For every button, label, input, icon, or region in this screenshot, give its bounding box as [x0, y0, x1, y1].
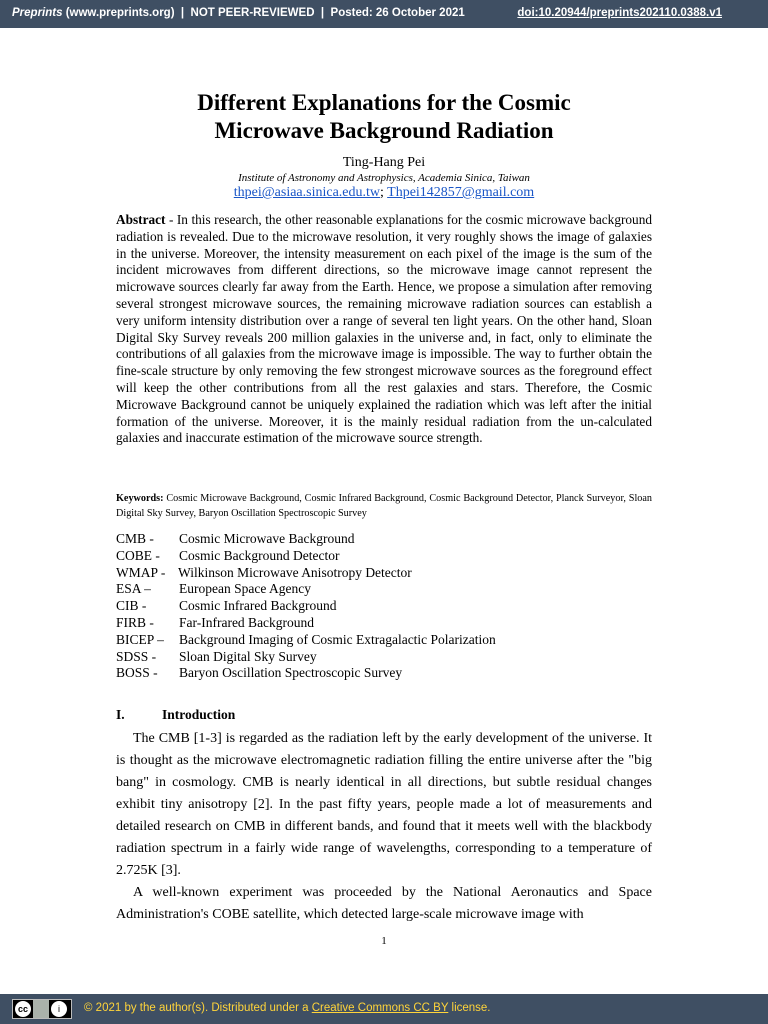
abbreviation-key: SDSS - — [116, 648, 157, 664]
cc-icon: cc — [15, 1001, 31, 1017]
email-link-1[interactable]: thpei@asiaa.sinica.edu.tw — [233, 185, 381, 200]
abbreviation-key: WMAP - — [116, 564, 166, 580]
abbreviation-value: Far-Infrared Background — [179, 614, 315, 630]
preprints-url[interactable]: (www.preprints.org) — [65, 7, 175, 19]
copyright-text: © 2021 by the author(s). Distributed under a — [84, 1002, 312, 1014]
cc-license-badge[interactable] — [12, 999, 72, 1019]
email-separator: ; — [380, 185, 388, 200]
section-title: Introduction — [162, 707, 236, 722]
abbreviation-value: Cosmic Infrared Background — [179, 598, 337, 614]
abbreviation-value: Background Imaging of Cosmic Extragalactic Polarization — [179, 631, 496, 647]
preprint-header-bar — [0, 0, 768, 28]
abbreviation-key: ESA – — [116, 581, 151, 597]
header-left: Preprints (www.preprints.org) | NOT PEER-REVIEWED | Posted: 26 October 2021 — [12, 7, 465, 19]
keywords-label: Keywords: — [116, 493, 164, 504]
abbreviation-key: BICEP – — [116, 631, 164, 647]
abbreviation-key: COBE - — [116, 547, 160, 563]
abbreviation-value: Cosmic Background Detector — [179, 547, 340, 563]
abbreviation-value: Wilkinson Microwave Anisotropy Detector — [178, 564, 412, 580]
abstract-text: - In this research, the other reasonable explanations for the cosmic microwave background radiation is revealed. Due to the microwave resolution, it very roughly shows the image of galaxies in the universe. Moreover, the intensity measurement on each pixel of the image is the sum of the incident microwaves from different directions, so the microwave image cannot represent the microwave sources clearly far away from the Earth. Hence, we propose a simulation after removing several strongest microwave sources, the remaining microwave radiation sources can establish a very uniform intensity distribution over a range of several ten light years. On the other hand, Sloan Digital Sky Survey reveals 200 million galaxies in the universe and, in fact, only to eliminate the contributions of all galaxies from the microwave image is impossible. The way to further obtain the fine-scale structure by only removing the few strongest microwave sources as the foreground effect will keep the other contributions from all the rest galaxies and stars. Therefore, the Cosmic Microwave Background cannot be uniquely explained the radiation which was left after the initial formation of the universe. Moreover, it is the mainly residual radiation from the un-calculated galaxies and inaccurate estimation of the microwave source strength. — [116, 212, 652, 446]
copyright-notice — [84, 1002, 491, 1014]
license-suffix: license. — [448, 1002, 491, 1014]
keywords-text: Cosmic Microwave Background, Cosmic Infrared Background, Cosmic Background Detector, Planck Surveyor, Sloan Digital Sky Survey, Baryon Oscillation Spectroscopic Survey — [116, 493, 652, 519]
peer-review-status: NOT PEER-REVIEWED — [190, 7, 315, 19]
abbreviation-value: Sloan Digital Sky Survey — [179, 648, 317, 664]
abbreviation-key: CIB - — [116, 598, 147, 614]
paragraph: A well-known experiment was proceeded by the National Aeronautics and Space Administration's COBE satellite, which detected large-scale microwave image with — [116, 885, 652, 922]
paper-title-line-2: Microwave Background Radiation — [214, 118, 554, 143]
author-emails — [0, 185, 768, 201]
abstract — [116, 212, 652, 447]
preprints-label[interactable]: Preprints — [12, 7, 63, 19]
abbreviation-value: Baryon Oscillation Spectroscopic Survey — [179, 665, 403, 681]
license-footer-bar — [0, 994, 768, 1024]
abbreviation-key: FIRB - — [116, 614, 154, 630]
paper-title-line-1: Different Explanations for the Cosmic — [197, 90, 571, 115]
introduction-body — [116, 728, 652, 926]
email-link-2[interactable]: Thpei142857@gmail.com — [387, 185, 535, 200]
section-number: I. — [116, 707, 125, 722]
page-number: 1 — [381, 935, 387, 947]
abbreviation-key: BOSS - — [116, 665, 158, 681]
abstract-label: Abstract — [116, 212, 166, 227]
paragraph: The CMB [1-3] is regarded as the radiation left by the early development of the universe. It is thought as the microwave electromagnetic radiation filling the entire universe after the "big bang" in cosmology. CMB is nearly identical in all directions, but subtle residual changes exhibit tiny anisotropy [2]. In the past fifty years, people made a lot of measurements and detailed research on CMB in different bands, and found that it meets well with the blackbody radiation spectrum in a fairly wide range of wavelengths, corresponding to a temperature of 2.725K [3]. — [116, 731, 652, 878]
license-link[interactable]: Creative Commons CC BY — [311, 1002, 449, 1014]
doi-link[interactable]: doi:10.20944/preprints202110.0388.v1 — [517, 7, 722, 19]
author-name: Ting-Hang Pei — [342, 155, 426, 170]
abbreviation-value: European Space Agency — [179, 581, 311, 597]
abbreviation-key: CMB - — [116, 531, 154, 546]
abbreviation-value: Cosmic Microwave Background — [179, 531, 355, 546]
keywords — [116, 492, 652, 521]
posted-date: Posted: 26 October 2021 — [330, 7, 465, 19]
author-affiliation: Institute of Astronomy and Astrophysics, Academia Sinica, Taiwan — [238, 172, 530, 184]
attribution-icon: i — [51, 1001, 67, 1017]
